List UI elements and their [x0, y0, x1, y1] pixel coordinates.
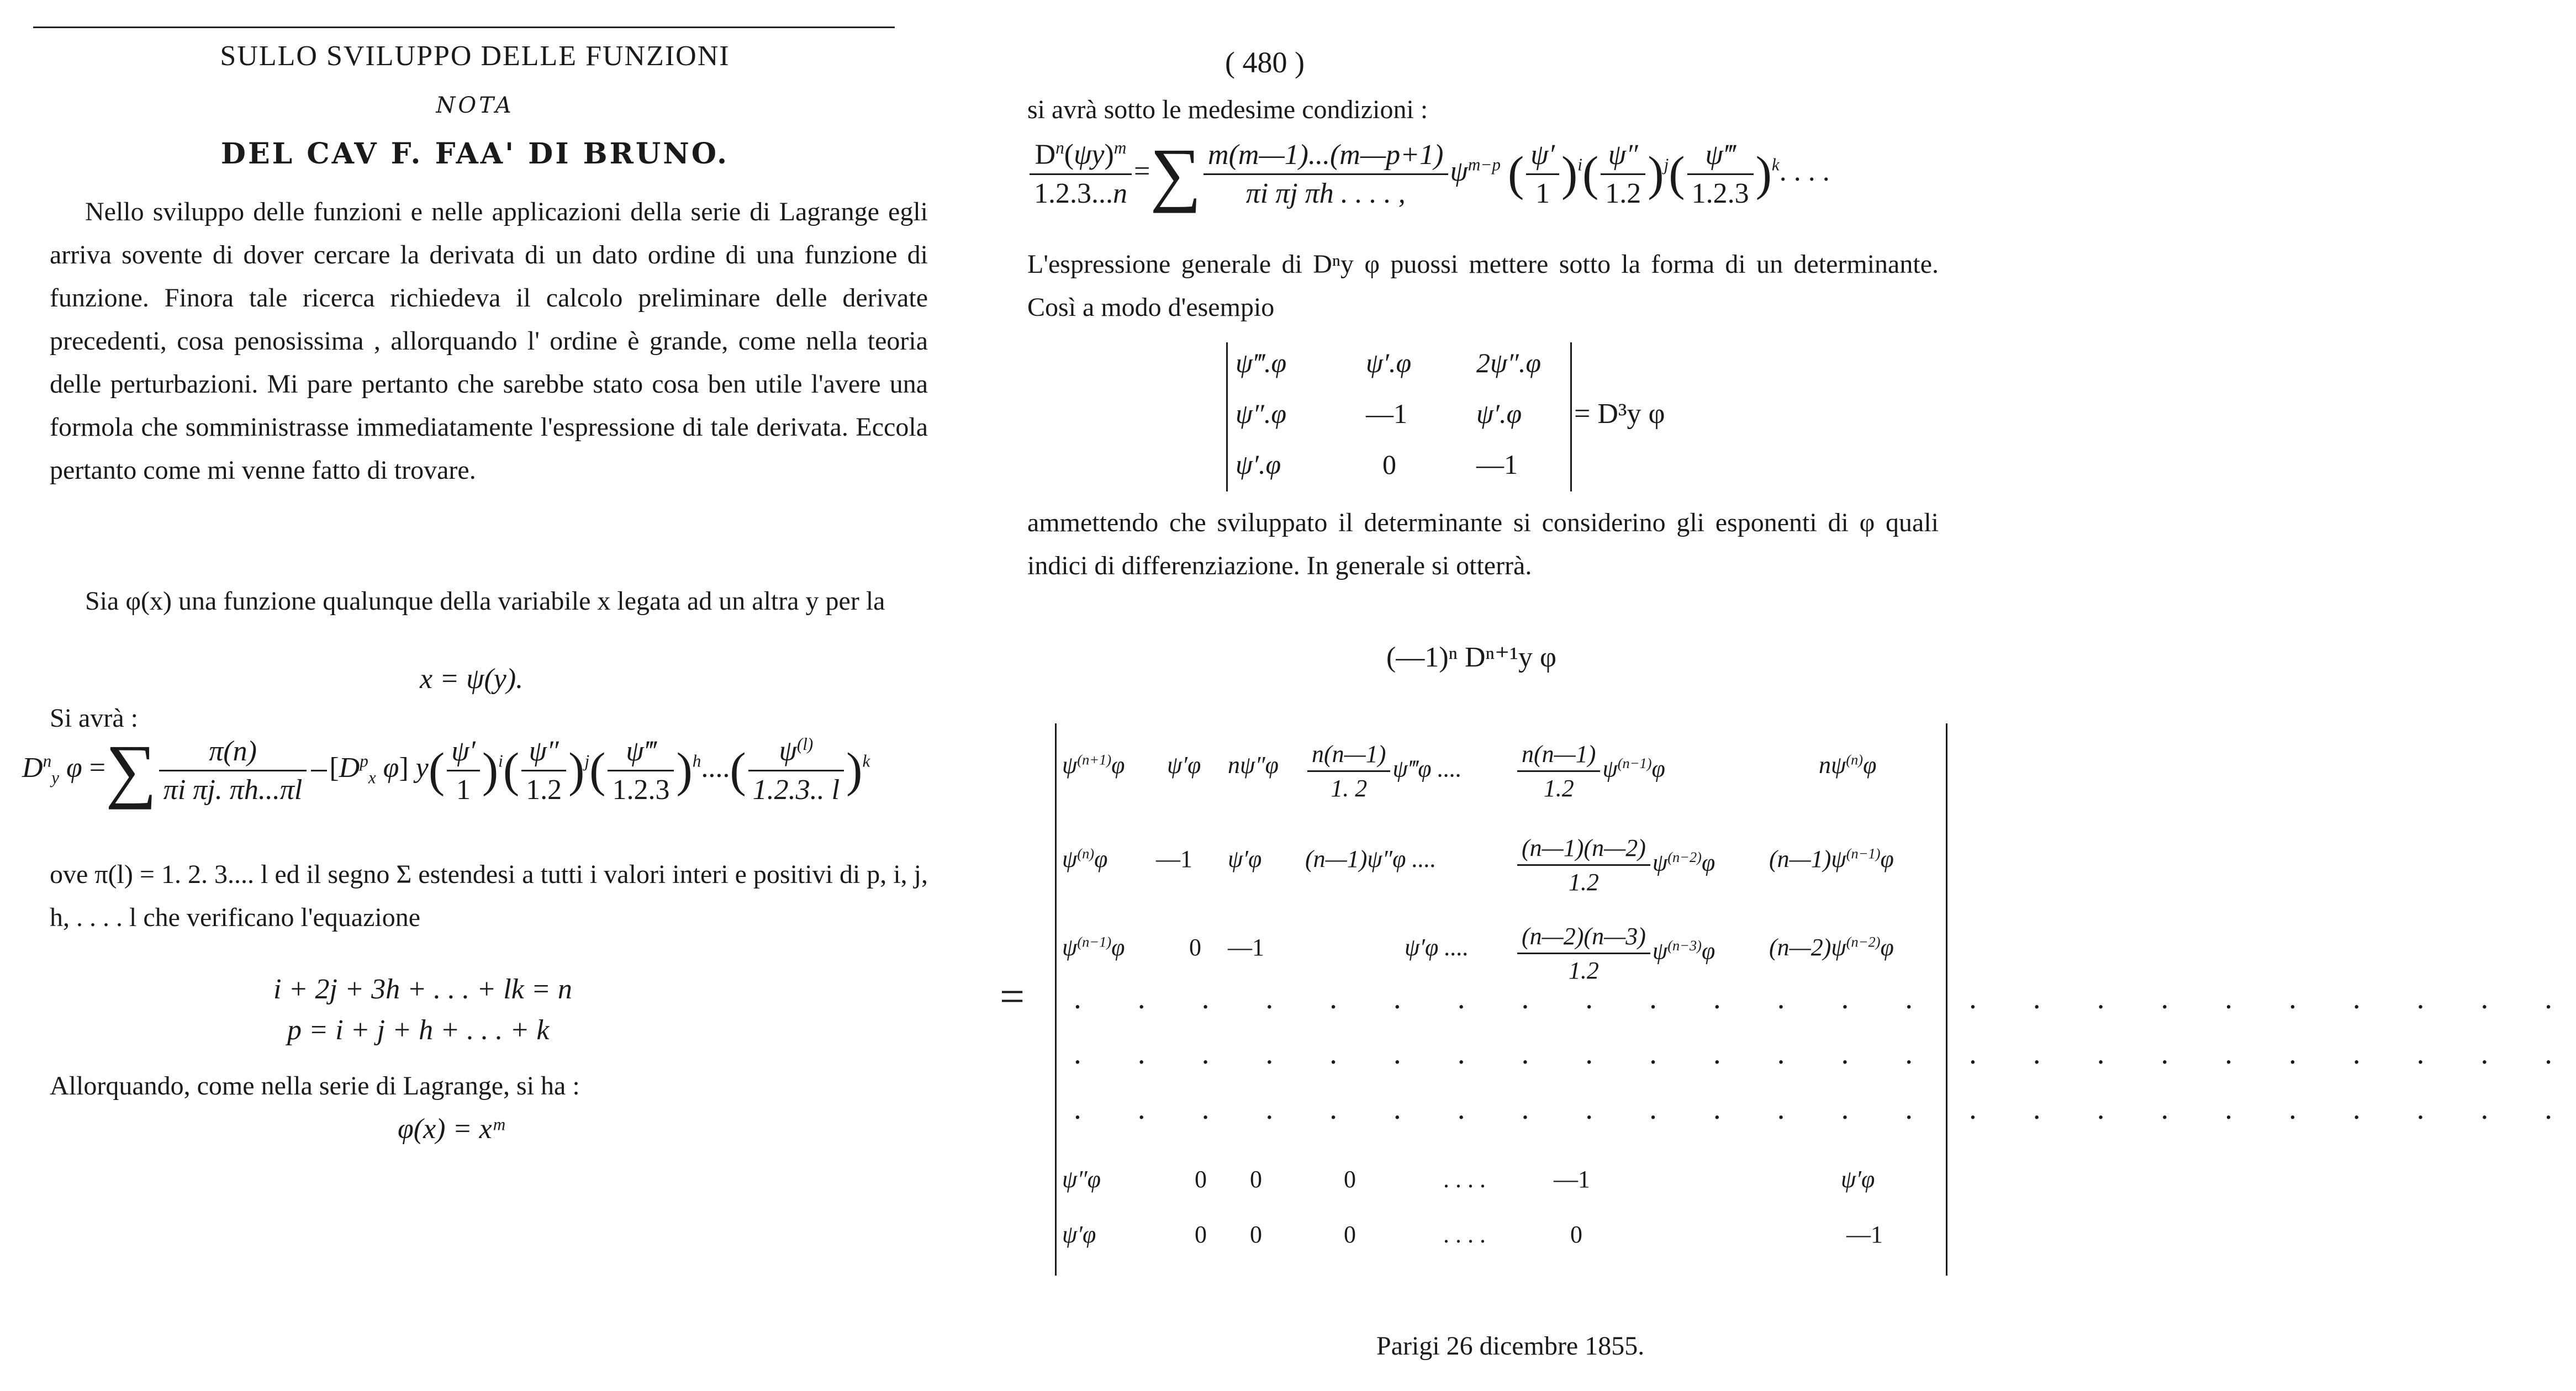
equation-condition-p: p = i + j + h + . . . + k — [287, 1014, 550, 1046]
article-title: SULLO SVILUPPO DELLE FUNZIONI — [220, 40, 730, 72]
determinant-general: $\psi^{(n+1)}\varphi$ ψ′φ nψ″φ $\frac{n(n—1)}{1. 2}$ ψ‴φ .... $\frac{n(n—1)}{1.2}$ $\psi^{(n-1)}\varphi$ $n\psi^{(n)}\varphi$ $\psi^{(n)}\varphi$ —1 ψ′φ (n—1)ψ″φ .... $\frac{(n—1)(n—2)}{1.2}$ $\psi^{(n-2)}\varphi$ $(n—1)\psi^{(n-1)}\varphi$ $\psi^{(n-1)}\varphi$ 0 —1 ψ′φ .... $\frac{(n—2)(n—3)}{1.2}$ $\psi^{(n-3)}\varphi$ $(n—2)\psi^{(n-2)}\varphi$ . . . . . . . . . . . . . . . . . . . . . . . . . . . . . . . . . . . . . . . . . . . . . . . . . . . . . . . . . . . . . . . . . . . . . . . . ψ″φ 0 0 0 . . . . —1 ψ′φ ψ′φ 0 0 0 . . . . 0 —1 — [1055, 723, 1947, 1276]
article-author: DEL CAV F. FAA' DI BRUNO. — [220, 137, 730, 171]
equation-general: (—1)ⁿ Dⁿ⁺¹y φ — [1386, 642, 1556, 673]
faa-di-bruno-formula: $D^n_y$ φ =∑ $\frac{\pi(n)}{\text{πi πj. πh...πl}}$ [$D^p_x$ φ] y( $\frac{\psi'}{1}$ )$^i$( $\frac{\psi''}{1.2}$ )$^j$( $\frac{\psi‴}{1.2.3}$ )$^h$....( $\frac{\psi^{(l)}}{1.2.3.. l}$ )$^k$ — [22, 731, 870, 810]
paragraph-determinant: L'espressione generale di Dⁿy φ puossi mettere sotto la forma di un determinante. Così a modo d'esempio — [1027, 250, 1939, 322]
determinant-result: = D³y φ — [1574, 398, 1665, 430]
page-number: ( 480 ) — [1225, 46, 1305, 79]
paragraph-intro: Nello sviluppo delle funzioni e nelle applicazioni della serie di Lagrange egli arriva sovente di dover cercare la derivata di un dato ordine di una funzione di funzione. Finora tale ricerca richiedeva il calcolo preliminare delle derivate precedenti, cosa penosissima , allorquando l' ordine è grande, come nella teoria delle perturbazioni. Mi pare pertanto che sarebbe stato cosa ben utile l'avere una formola che somministrasse immediatamente l'espressione di tale derivata. Eccola pertanto come mi venne fatto di trovare. — [50, 197, 928, 485]
left-page — [0, 0, 989, 1391]
signature-date: Parigi 26 dicembre 1855. — [1376, 1331, 1645, 1361]
paragraph-lagrange: Allorquando, come nella serie di Lagrange, si ha : — [50, 1071, 580, 1101]
paragraph-definition: Sia φ(x) una funzione qualunque della variabile x legata ad un altra y per la — [85, 586, 885, 616]
equation-phi-power: φ(x) = xᵐ — [398, 1113, 504, 1145]
article-subtitle: NOTA — [436, 93, 514, 118]
paragraph-exponents: ammettendo che sviluppato il determinante si considerino gli esponenti di φ quali indici di differenziazione. In generale si otterrà. — [1027, 508, 1939, 580]
equation-condition-n: i + 2j + 3h + . . . + lk = n — [273, 974, 572, 1005]
right-page — [989, 0, 2576, 1391]
equals-sign: = — [1000, 972, 1025, 1021]
top-rule — [33, 27, 895, 28]
power-formula: $\frac{D^n(\psi y)^m}{1.2.3...n}$ =∑ $\frac{m(m—1)...(m—p+1)}{\text{πi πj πh . . . . ,}}$ $\psi^{m-p}$ ( $\frac{\psi'}{1}$ )$^i$( $\frac{\psi''}{1.2}$ )$^j$( $\frac{\psi‴}{1.2.3}$ )$^k$. . . . — [1027, 138, 1830, 210]
determinant-3x3: ψ‴.φ ψ′.φ 2ψ″.φ ψ″.φ —1 ψ′.φ ψ′.φ 0 —1 — [1226, 342, 1572, 491]
si-avra-label: Si avrà : — [50, 704, 138, 733]
paragraph-conditions: si avrà sotto le medesime condizioni : — [1027, 95, 1428, 124]
equation-x-psi: x = ψ(y). — [420, 663, 524, 695]
paragraph-summation-note: ove π(l) = 1. 2. 3.... l ed il segno Σ estendesi a tutti i valori interi e positivi di p, i, j, h, . . . . l che verificano l'equazione — [50, 860, 928, 932]
